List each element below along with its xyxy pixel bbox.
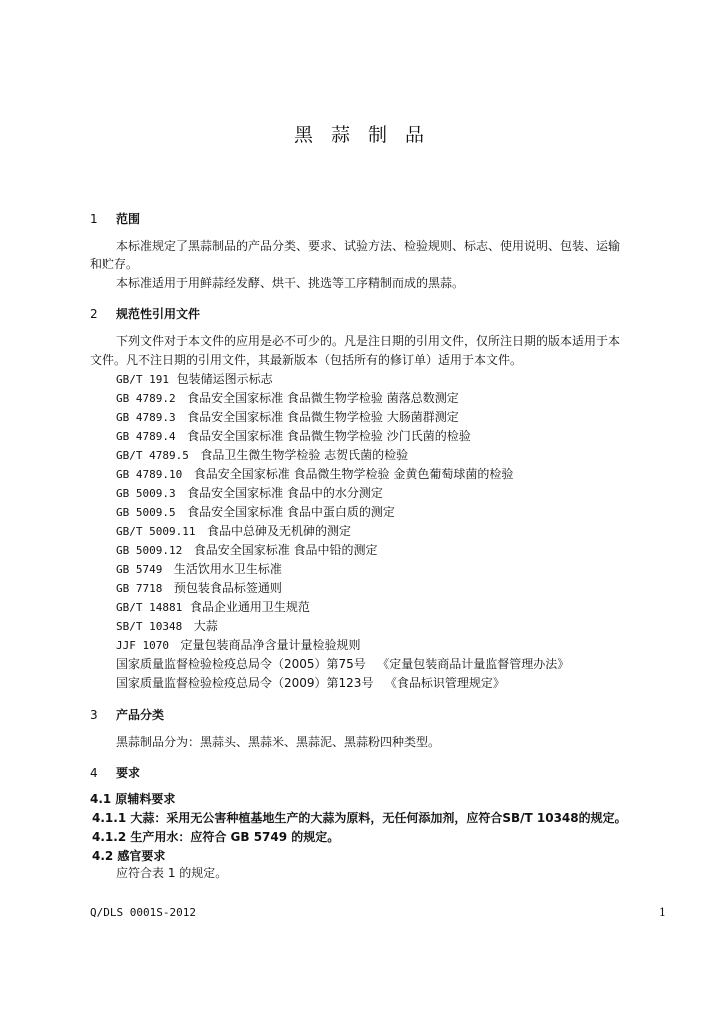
subsection-4-2-paragraph: 应符合表 1 的规定。 bbox=[116, 866, 228, 880]
reference-item: GB/T 5009.11 食品中总砷及无机砷的测定 bbox=[116, 524, 351, 538]
section-1-paragraph-1b: 和贮存。 bbox=[90, 257, 139, 271]
reference-item: JJF 1070 定量包装商品净含量计量检验规则 bbox=[116, 638, 361, 652]
reference-item: GB 5749 生活饮用水卫生标准 bbox=[116, 562, 282, 576]
subsection-4-1-2: 4.1.2 生产用水：应符合 GB 5749 的规定。 bbox=[92, 830, 340, 844]
reference-item: GB 4789.4 食品安全国家标准 食品微生物学检验 沙门氏菌的检验 bbox=[116, 429, 471, 443]
subsection-4-1: 4.1 原辅料要求 bbox=[90, 792, 176, 806]
reference-item: SB/T 10348 大蒜 bbox=[116, 619, 218, 633]
reference-item: GB 5009.12 食品安全国家标准 食品中铅的测定 bbox=[116, 543, 378, 557]
section-2-paragraph-a: 下列文件对于本文件的应用是必不可少的。凡是注日期的引用文件，仅所注日期的版本适用于本 bbox=[116, 334, 621, 348]
section-title: 要求 bbox=[116, 766, 141, 780]
reference-item: GB 5009.5 食品安全国家标准 食品中蛋白质的测定 bbox=[116, 505, 395, 519]
section-title: 范围 bbox=[116, 212, 141, 226]
section-2-heading bbox=[90, 305, 200, 322]
section-title: 规范性引用文件 bbox=[116, 307, 201, 321]
section-number: 3 bbox=[90, 708, 98, 722]
reference-item: GB 7718 预包装食品标签通则 bbox=[116, 581, 282, 595]
section-number: 4 bbox=[90, 766, 98, 780]
subsection-4-2: 4.2 感官要求 bbox=[92, 849, 166, 863]
section-title: 产品分类 bbox=[116, 708, 165, 722]
reference-item: 国家质量监督检验检疫总局令（2005）第75号 《定量包装商品计量监督管理办法》 bbox=[116, 657, 570, 671]
document-code: Q/DLS 0001S-2012 bbox=[90, 906, 196, 919]
document-title: 黑 蒜 制 品 bbox=[293, 124, 431, 146]
section-1-paragraph-1a: 本标准规定了黑蒜制品的产品分类、要求、试验方法、检验规则、标志、使用说明、包装、运输 bbox=[116, 239, 621, 253]
reference-item: GB/T 4789.5 食品卫生微生物学检验 志贺氏菌的检验 bbox=[116, 448, 409, 462]
reference-item: GB 4789.2 食品安全国家标准 食品微生物学检验 菌落总数测定 bbox=[116, 391, 459, 405]
section-3-heading bbox=[90, 706, 164, 723]
section-number: 1 bbox=[90, 212, 98, 226]
section-number: 2 bbox=[90, 307, 98, 321]
reference-item: GB 4789.10 食品安全国家标准 食品微生物学检验 金黄色葡萄球菌的检验 bbox=[116, 467, 514, 481]
reference-item: GB/T 14881 食品企业通用卫生规范 bbox=[116, 600, 310, 614]
reference-item: GB 5009.3 食品安全国家标准 食品中的水分测定 bbox=[116, 486, 383, 500]
page-number: 1 bbox=[659, 906, 666, 919]
section-3-paragraph: 黑蒜制品分为：黑蒜头、黑蒜米、黑蒜泥、黑蒜粉四种类型。 bbox=[116, 735, 441, 749]
section-1-heading bbox=[90, 210, 140, 227]
section-4-heading bbox=[90, 764, 140, 781]
section-1-paragraph-2: 本标准适用于用鲜蒜经发酵、烘干、挑选等工序精制而成的黑蒜。 bbox=[116, 276, 465, 290]
reference-item: GB 4789.3 食品安全国家标准 食品微生物学检验 大肠菌群测定 bbox=[116, 410, 459, 424]
section-2-paragraph-b: 文件。凡不注日期的引用文件，其最新版本（包括所有的修订单）适用于本文件。 bbox=[90, 353, 523, 367]
reference-item: 国家质量监督检验检疫总局令（2009）第123号 《食品标识管理规定》 bbox=[116, 676, 505, 690]
reference-item: GB/T 191 包装储运图示标志 bbox=[116, 372, 273, 386]
subsection-4-1-1: 4.1.1 大蒜：采用无公害种植基地生产的大蒜为原料，无任何添加剂，应符合SB/T 10348的规定。 bbox=[92, 811, 627, 825]
